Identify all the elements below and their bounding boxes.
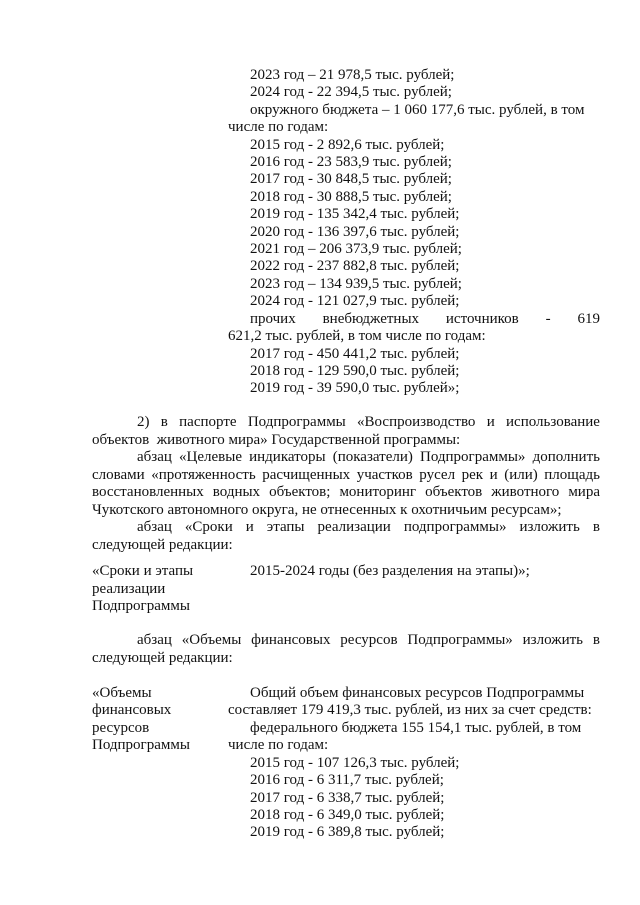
volumes-total-line: составляет 179 419,3 тыс. рублей, из них за счет средств:	[228, 702, 592, 718]
year-line: 2019 год - 135 342,4 тыс. рублей;	[250, 206, 460, 222]
year-line: 2017 год - 450 441,2 тыс. рублей;	[250, 346, 460, 362]
year-line: 2018 год - 30 888,5 тыс. рублей;	[250, 189, 452, 205]
year-line: 2015 год - 107 126,3 тыс. рублей;	[250, 755, 460, 771]
year-line: 2021 год – 206 373,9 тыс. рублей;	[250, 241, 462, 257]
year-line: 2020 год - 136 397,6 тыс. рублей;	[250, 224, 460, 240]
volumes-total-line: Общий объем финансовых ресурсов Подпрограммы	[250, 685, 585, 701]
year-line: 2023 год – 134 939,5 тыс. рублей;	[250, 276, 462, 292]
terms-value: 2015-2024 годы (без разделения на этапы)»;	[250, 563, 530, 579]
volumes-label: «Объемы	[92, 685, 152, 701]
para2-line: объектов животного мира» Государственной программы:	[92, 432, 461, 448]
abzac-terms-line: абзац «Сроки и этапы реализации подпрограммы» изложить в	[137, 519, 600, 535]
year-line: 2024 год - 121 027,9 тыс. рублей;	[250, 293, 460, 309]
federal-budget-line-cont: числе по годам:	[228, 737, 329, 753]
terms-label: «Сроки и этапы	[92, 563, 194, 579]
para2-line: 2) в паспорте Подпрограммы «Воспроизводство и использование	[137, 414, 600, 430]
year-line: 2016 год - 6 311,7 тыс. рублей;	[250, 772, 444, 788]
year-line: 2015 год - 2 892,6 тыс. рублей;	[250, 137, 445, 153]
year-line: 2022 год - 237 882,8 тыс. рублей;	[250, 258, 460, 274]
other-sources-line: прочих внебюджетных источников - 619	[250, 311, 600, 327]
abzac-volumes-line: следующей редакции:	[92, 650, 233, 666]
volumes-label: ресурсов	[92, 720, 150, 736]
abzac-targets-line: восстановленных водных объектов; мониторинг объектов животного мира	[92, 484, 600, 500]
year-line: 2019 год - 39 590,0 тыс. рублей»;	[250, 380, 460, 396]
year-line: 2017 год - 30 848,5 тыс. рублей;	[250, 171, 452, 187]
volumes-label: Подпрограммы	[92, 737, 190, 753]
year-line: 2016 год - 23 583,9 тыс. рублей;	[250, 154, 452, 170]
abzac-terms-line: следующей редакции:	[92, 537, 233, 553]
volumes-label: финансовых	[92, 702, 172, 718]
terms-label: Подпрограммы	[92, 598, 190, 614]
year-line: 2024 год - 22 394,5 тыс. рублей;	[250, 84, 452, 100]
federal-budget-line: федерального бюджета 155 154,1 тыс. рублей, в том	[250, 720, 582, 736]
year-line: 2018 год - 129 590,0 тыс. рублей;	[250, 363, 460, 379]
other-sources-line-cont: 621,2 тыс. рублей, в том числе по годам:	[228, 328, 486, 344]
year-line: 2019 год - 6 389,8 тыс. рублей;	[250, 824, 445, 840]
okrug-budget-line-cont: числе по годам:	[228, 119, 329, 135]
abzac-volumes-line: абзац «Объемы финансовых ресурсов Подпрограммы» изложить в	[137, 632, 600, 648]
abzac-targets-line: абзац «Целевые индикаторы (показатели) Подпрограммы» дополнить	[137, 449, 600, 465]
year-line: 2023 год – 21 978,5 тыс. рублей;	[250, 67, 455, 83]
year-line: 2018 год - 6 349,0 тыс. рублей;	[250, 807, 445, 823]
year-line: 2017 год - 6 338,7 тыс. рублей;	[250, 790, 445, 806]
abzac-targets-line: Чукотского автономного округа, не отнесенных к охотничьим ресурсам»;	[92, 502, 562, 518]
terms-label: реализации	[92, 581, 166, 597]
okrug-budget-line: окружного бюджета – 1 060 177,6 тыс. рублей, в том	[250, 102, 585, 118]
abzac-targets-line: словами «протяженность расчищенных участков русел рек и (или) площадь	[92, 467, 600, 483]
